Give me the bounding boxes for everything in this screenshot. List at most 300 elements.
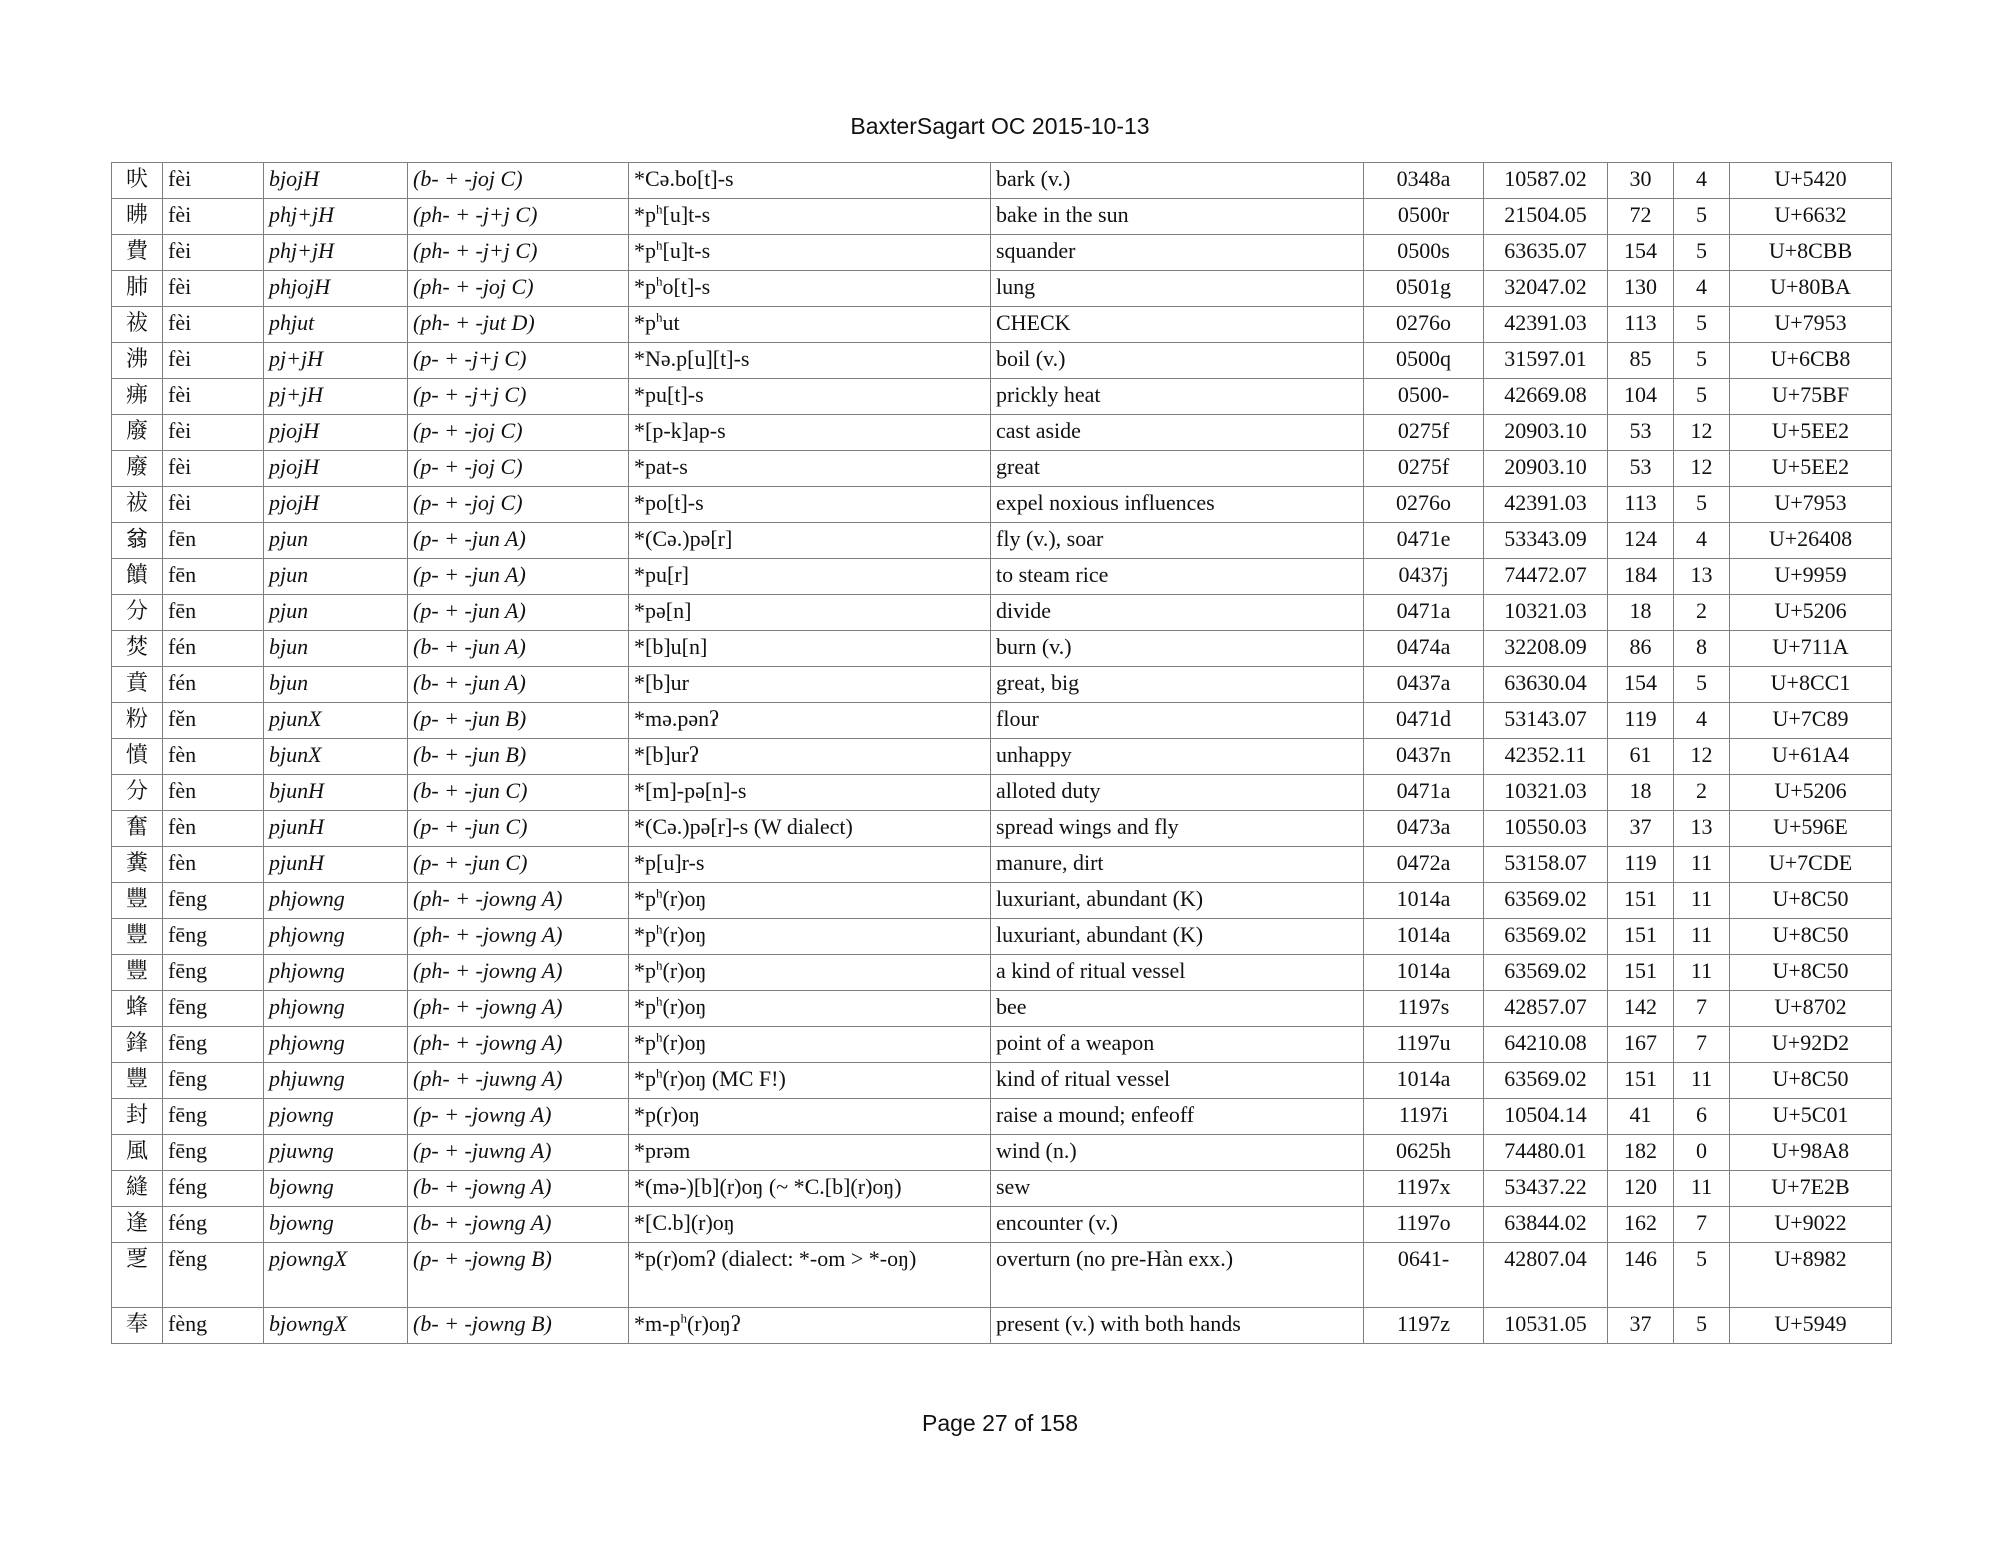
character-cell: 昲 [112, 199, 163, 235]
pinyin-cell: fèn [163, 847, 264, 883]
radical-cell: 37 [1608, 811, 1674, 847]
character-cell: 豐 [112, 883, 163, 919]
radical-cell: 61 [1608, 739, 1674, 775]
radical-cell: 151 [1608, 955, 1674, 991]
mc-breakdown-cell: (p- + -jun A) [408, 523, 629, 559]
pinyin-cell: fēn [163, 595, 264, 631]
mc-breakdown-cell: (ph- + -jowng A) [408, 1027, 629, 1063]
table-row [112, 991, 1892, 1027]
mc-breakdown-cell: (ph- + -j+j C) [408, 235, 629, 271]
old-chinese-cell: $*p^h(r)oŋ$ [629, 955, 991, 991]
radical-cell: 86 [1608, 631, 1674, 667]
pinyin-cell: fěn [163, 703, 264, 739]
old-chinese-cell: *prəm [629, 1135, 991, 1171]
gsr-number-cell: 0471e [1364, 523, 1484, 559]
middle-chinese-cell: phjut [264, 307, 408, 343]
middle-chinese-cell: phjowng [264, 955, 408, 991]
mc-breakdown-cell: (ph- + -jowng A) [408, 883, 629, 919]
gsr-number-cell: 1197u [1364, 1027, 1484, 1063]
gloss-cell: kind of ritual vessel [991, 1063, 1364, 1099]
unicode-cell: U+5206 [1730, 775, 1892, 811]
old-chinese-cell: *[b]ur [629, 667, 991, 703]
pinyin-cell: fēng [163, 991, 264, 1027]
character-cell: 奉 [112, 1308, 163, 1344]
table-row [112, 1171, 1892, 1207]
mc-breakdown-cell: (b- + -jun A) [408, 631, 629, 667]
radical-cell: 18 [1608, 775, 1674, 811]
gloss-cell: squander [991, 235, 1364, 271]
gloss-cell: CHECK [991, 307, 1364, 343]
stroke-count-cell: 4 [1674, 703, 1730, 739]
old-chinese-cell: *(mə-)[b](r)oŋ (~ *C.[b](r)oŋ) [629, 1171, 991, 1207]
unicode-cell: U+80BA [1730, 271, 1892, 307]
hyd-number-cell: 64210.08 [1484, 1027, 1608, 1063]
pinyin-cell: fén [163, 667, 264, 703]
radical-cell: 182 [1608, 1135, 1674, 1171]
radical-cell: 41 [1608, 1099, 1674, 1135]
old-chinese-cell: *pə[n] [629, 595, 991, 631]
pinyin-cell: fèi [163, 199, 264, 235]
character-cell: 分 [112, 595, 163, 631]
mc-breakdown-cell: (ph- + -j+j C) [408, 199, 629, 235]
middle-chinese-cell: pjojH [264, 451, 408, 487]
gsr-number-cell: 1197x [1364, 1171, 1484, 1207]
gsr-number-cell: 0437n [1364, 739, 1484, 775]
hyd-number-cell: 20903.10 [1484, 415, 1608, 451]
page-title: BaxterSagart OC 2015-10-13 [850, 113, 1150, 139]
gloss-cell: to steam rice [991, 559, 1364, 595]
table-row [112, 811, 1892, 847]
unicode-cell: U+596E [1730, 811, 1892, 847]
pinyin-cell: féng [163, 1207, 264, 1243]
stroke-count-cell: 12 [1674, 739, 1730, 775]
gsr-number-cell: 0276o [1364, 487, 1484, 523]
unicode-cell: U+7C89 [1730, 703, 1892, 739]
radical-cell: 53 [1608, 451, 1674, 487]
table-row [112, 271, 1892, 307]
hyd-number-cell: 10550.03 [1484, 811, 1608, 847]
pinyin-cell: fēng [163, 955, 264, 991]
unicode-cell: U+98A8 [1730, 1135, 1892, 1171]
old-chinese-cell: *[b]u[n] [629, 631, 991, 667]
mc-breakdown-cell: (b- + -jun C) [408, 775, 629, 811]
character-cell: 憤 [112, 739, 163, 775]
unicode-cell: U+92D2 [1730, 1027, 1892, 1063]
stroke-count-cell: 13 [1674, 811, 1730, 847]
character-cell: 祓 [112, 487, 163, 523]
character-cell: 覂 [112, 1243, 163, 1308]
radical-cell: 72 [1608, 199, 1674, 235]
middle-chinese-cell: pj+jH [264, 379, 408, 415]
table-row [112, 703, 1892, 739]
gsr-number-cell: 1014a [1364, 919, 1484, 955]
radical-cell: 30 [1608, 163, 1674, 199]
character-cell: 鋒 [112, 1027, 163, 1063]
gloss-cell: sew [991, 1171, 1364, 1207]
middle-chinese-cell: pjojH [264, 487, 408, 523]
radical-cell: 113 [1608, 307, 1674, 343]
character-cell: 疿 [112, 379, 163, 415]
old-chinese-cell: $*p^h(r)oŋ$ [629, 883, 991, 919]
radical-cell: 154 [1608, 667, 1674, 703]
radical-cell: 151 [1608, 919, 1674, 955]
radical-cell: 130 [1608, 271, 1674, 307]
gloss-cell: great, big [991, 667, 1364, 703]
middle-chinese-cell: bjunH [264, 775, 408, 811]
gloss-cell: encounter (v.) [991, 1207, 1364, 1243]
hyd-number-cell: 74480.01 [1484, 1135, 1608, 1171]
unicode-cell: U+7953 [1730, 487, 1892, 523]
mc-breakdown-cell: (ph- + -juwng A) [408, 1063, 629, 1099]
unicode-cell: U+5949 [1730, 1308, 1892, 1344]
character-cell: 蜂 [112, 991, 163, 1027]
stroke-count-cell: 4 [1674, 271, 1730, 307]
hyd-number-cell: 21504.05 [1484, 199, 1608, 235]
hyd-number-cell: 10587.02 [1484, 163, 1608, 199]
mc-breakdown-cell: (b- + -jowng A) [408, 1207, 629, 1243]
table-row [112, 199, 1892, 235]
gloss-cell: prickly heat [991, 379, 1364, 415]
gloss-cell: lung [991, 271, 1364, 307]
middle-chinese-cell: pjowng [264, 1099, 408, 1135]
hyd-number-cell: 53143.07 [1484, 703, 1608, 739]
gloss-cell: alloted duty [991, 775, 1364, 811]
gsr-number-cell: 0500s [1364, 235, 1484, 271]
character-cell: 祓 [112, 307, 163, 343]
table-row [112, 1063, 1892, 1099]
old-chinese-cell: *Cə.bo[t]-s [629, 163, 991, 199]
unicode-cell: U+6632 [1730, 199, 1892, 235]
old-chinese-cell: *Nə.p[u][t]-s [629, 343, 991, 379]
old-chinese-cell: *[m]-pə[n]-s [629, 775, 991, 811]
pinyin-cell: fèi [163, 307, 264, 343]
unicode-cell: U+7E2B [1730, 1171, 1892, 1207]
table-row [112, 595, 1892, 631]
gsr-number-cell: 0437j [1364, 559, 1484, 595]
pinyin-cell: fēng [163, 883, 264, 919]
pinyin-cell: fèi [163, 415, 264, 451]
pinyin-cell: fèi [163, 343, 264, 379]
pinyin-cell: fèn [163, 811, 264, 847]
gloss-cell: divide [991, 595, 1364, 631]
table-row [112, 523, 1892, 559]
stroke-count-cell: 11 [1674, 883, 1730, 919]
middle-chinese-cell: pjunX [264, 703, 408, 739]
hyd-number-cell: 53437.22 [1484, 1171, 1608, 1207]
gsr-number-cell: 0348a [1364, 163, 1484, 199]
stroke-count-cell: 7 [1674, 1207, 1730, 1243]
pinyin-cell: féng [163, 1171, 264, 1207]
middle-chinese-cell: bjowng [264, 1171, 408, 1207]
unicode-cell: U+8C50 [1730, 1063, 1892, 1099]
stroke-count-cell: 7 [1674, 991, 1730, 1027]
middle-chinese-cell: phjuwng [264, 1063, 408, 1099]
pinyin-cell: fèng [163, 1308, 264, 1344]
table-row [112, 667, 1892, 703]
middle-chinese-cell: phjowng [264, 919, 408, 955]
character-cell: 費 [112, 235, 163, 271]
old-chinese-cell: $*p^h[u]t-s$ [629, 199, 991, 235]
character-cell: 粉 [112, 703, 163, 739]
radical-cell: 119 [1608, 703, 1674, 739]
old-chinese-cell: *p[u]r-s [629, 847, 991, 883]
radical-cell: 167 [1608, 1027, 1674, 1063]
hyd-number-cell: 53343.09 [1484, 523, 1608, 559]
mc-breakdown-cell: (p- + -juwng A) [408, 1135, 629, 1171]
gloss-cell: raise a mound; enfeoff [991, 1099, 1364, 1135]
unicode-cell: U+8702 [1730, 991, 1892, 1027]
table-row [112, 1099, 1892, 1135]
hyd-number-cell: 53158.07 [1484, 847, 1608, 883]
table-row [112, 883, 1892, 919]
gloss-cell: fly (v.), soar [991, 523, 1364, 559]
mc-breakdown-cell: (p- + -j+j C) [408, 343, 629, 379]
stroke-count-cell: 0 [1674, 1135, 1730, 1171]
radical-cell: 113 [1608, 487, 1674, 523]
gsr-number-cell: 0275f [1364, 451, 1484, 487]
gloss-cell: luxuriant, abundant (K) [991, 883, 1364, 919]
old-chinese-cell: *(Cə.)pə[r]-s (W dialect) [629, 811, 991, 847]
mc-breakdown-cell: (p- + -jun A) [408, 559, 629, 595]
gloss-cell: expel noxious influences [991, 487, 1364, 523]
middle-chinese-cell: pj+jH [264, 343, 408, 379]
gsr-number-cell: 0625h [1364, 1135, 1484, 1171]
gsr-number-cell: 0500r [1364, 199, 1484, 235]
stroke-count-cell: 11 [1674, 1171, 1730, 1207]
unicode-cell: U+5EE2 [1730, 415, 1892, 451]
hyd-number-cell: 32208.09 [1484, 631, 1608, 667]
stroke-count-cell: 13 [1674, 559, 1730, 595]
table-row [112, 559, 1892, 595]
old-chinese-cell: *p(r)omʔ (dialect: *-om > *-oŋ) [629, 1243, 991, 1308]
pinyin-cell: fèi [163, 163, 264, 199]
unicode-cell: U+711A [1730, 631, 1892, 667]
table-row [112, 235, 1892, 271]
hyd-number-cell: 63569.02 [1484, 883, 1608, 919]
table-row [112, 1027, 1892, 1063]
old-chinese-cell: *(Cə.)pə[r] [629, 523, 991, 559]
middle-chinese-cell: pjunH [264, 847, 408, 883]
stroke-count-cell: 12 [1674, 451, 1730, 487]
old-chinese-cell: $*p^h(r)oŋ$ [629, 919, 991, 955]
hyd-number-cell: 42857.07 [1484, 991, 1608, 1027]
character-cell: 沸 [112, 343, 163, 379]
pinyin-cell: fěng [163, 1243, 264, 1308]
gsr-number-cell: 1197o [1364, 1207, 1484, 1243]
gsr-number-cell: 0276o [1364, 307, 1484, 343]
middle-chinese-cell: bjowng [264, 1207, 408, 1243]
table-row [112, 847, 1892, 883]
middle-chinese-cell: pjowngX [264, 1243, 408, 1308]
gloss-cell: bee [991, 991, 1364, 1027]
hyd-number-cell: 42669.08 [1484, 379, 1608, 415]
old-chinese-cell: *pu[t]-s [629, 379, 991, 415]
hyd-number-cell: 10504.14 [1484, 1099, 1608, 1135]
lexicon-table [111, 162, 1892, 1344]
middle-chinese-cell: pjunH [264, 811, 408, 847]
pinyin-cell: fēng [163, 919, 264, 955]
character-cell: 糞 [112, 847, 163, 883]
radical-cell: 146 [1608, 1243, 1674, 1308]
old-chinese-cell: *[C.b](r)oŋ [629, 1207, 991, 1243]
gloss-cell: manure, dirt [991, 847, 1364, 883]
mc-breakdown-cell: (p- + -j+j C) [408, 379, 629, 415]
old-chinese-cell: *p(r)oŋ [629, 1099, 991, 1135]
character-cell: 風 [112, 1135, 163, 1171]
old-chinese-cell: *[b]urʔ [629, 739, 991, 775]
table-row [112, 955, 1892, 991]
stroke-count-cell: 5 [1674, 307, 1730, 343]
mc-breakdown-cell: (p- + -jowng A) [408, 1099, 629, 1135]
unicode-cell: U+8C50 [1730, 883, 1892, 919]
old-chinese-cell: $*p^hut$ [629, 307, 991, 343]
table-row [112, 487, 1892, 523]
character-cell: 豐 [112, 955, 163, 991]
mc-breakdown-cell: (ph- + -joj C) [408, 271, 629, 307]
hyd-number-cell: 63569.02 [1484, 955, 1608, 991]
middle-chinese-cell: pjuwng [264, 1135, 408, 1171]
gloss-cell: overturn (no pre-Hàn exx.) [991, 1243, 1364, 1308]
stroke-count-cell: 5 [1674, 1308, 1730, 1344]
mc-breakdown-cell: (p- + -jun C) [408, 847, 629, 883]
mc-breakdown-cell: (ph- + -jowng A) [408, 919, 629, 955]
gloss-cell: present (v.) with both hands [991, 1308, 1364, 1344]
character-cell: 廢 [112, 415, 163, 451]
mc-breakdown-cell: (p- + -joj C) [408, 451, 629, 487]
radical-cell: 53 [1608, 415, 1674, 451]
middle-chinese-cell: bjojH [264, 163, 408, 199]
character-cell: 吠 [112, 163, 163, 199]
radical-cell: 184 [1608, 559, 1674, 595]
hyd-number-cell: 63630.04 [1484, 667, 1608, 703]
mc-breakdown-cell: (p- + -jowng B) [408, 1243, 629, 1308]
mc-breakdown-cell: (p- + -jun A) [408, 595, 629, 631]
pinyin-cell: fēng [163, 1099, 264, 1135]
hyd-number-cell: 42807.04 [1484, 1243, 1608, 1308]
gsr-number-cell: 1197z [1364, 1308, 1484, 1344]
unicode-cell: U+9022 [1730, 1207, 1892, 1243]
old-chinese-cell: *po[t]-s [629, 487, 991, 523]
gloss-cell: cast aside [991, 415, 1364, 451]
stroke-count-cell: 12 [1674, 415, 1730, 451]
gloss-cell: wind (n.) [991, 1135, 1364, 1171]
character-cell: 𦐈 [112, 523, 163, 559]
character-cell: 封 [112, 1099, 163, 1135]
hyd-number-cell: 20903.10 [1484, 451, 1608, 487]
mc-breakdown-cell: (p- + -joj C) [408, 487, 629, 523]
radical-cell: 124 [1608, 523, 1674, 559]
stroke-count-cell: 4 [1674, 523, 1730, 559]
pinyin-cell: fēng [163, 1135, 264, 1171]
stroke-count-cell: 2 [1674, 775, 1730, 811]
middle-chinese-cell: pjojH [264, 415, 408, 451]
old-chinese-cell: $*p^ho[t]-s$ [629, 271, 991, 307]
radical-cell: 154 [1608, 235, 1674, 271]
mc-breakdown-cell: (b- + -jowng B) [408, 1308, 629, 1344]
gloss-cell: bark (v.) [991, 163, 1364, 199]
unicode-cell: U+8C50 [1730, 919, 1892, 955]
radical-cell: 142 [1608, 991, 1674, 1027]
table-row [112, 775, 1892, 811]
mc-breakdown-cell: (b- + -jowng A) [408, 1171, 629, 1207]
stroke-count-cell: 6 [1674, 1099, 1730, 1135]
unicode-cell: U+9959 [1730, 559, 1892, 595]
unicode-cell: U+5EE2 [1730, 451, 1892, 487]
unicode-cell: U+61A4 [1730, 739, 1892, 775]
character-cell: 縫 [112, 1171, 163, 1207]
gsr-number-cell: 0473a [1364, 811, 1484, 847]
table-row [112, 1308, 1892, 1344]
stroke-count-cell: 11 [1674, 1063, 1730, 1099]
radical-cell: 120 [1608, 1171, 1674, 1207]
pinyin-cell: fén [163, 631, 264, 667]
pinyin-cell: fēn [163, 523, 264, 559]
pinyin-cell: fēng [163, 1027, 264, 1063]
unicode-cell: U+8982 [1730, 1243, 1892, 1308]
middle-chinese-cell: phj+jH [264, 199, 408, 235]
stroke-count-cell: 11 [1674, 919, 1730, 955]
character-cell: 焚 [112, 631, 163, 667]
hyd-number-cell: 74472.07 [1484, 559, 1608, 595]
middle-chinese-cell: phjowng [264, 991, 408, 1027]
old-chinese-cell: *mə.pənʔ [629, 703, 991, 739]
middle-chinese-cell: pjun [264, 595, 408, 631]
unicode-cell: U+7953 [1730, 307, 1892, 343]
pinyin-cell: fèi [163, 487, 264, 523]
hyd-number-cell: 10321.03 [1484, 595, 1608, 631]
radical-cell: 151 [1608, 1063, 1674, 1099]
stroke-count-cell: 5 [1674, 667, 1730, 703]
stroke-count-cell: 4 [1674, 163, 1730, 199]
gsr-number-cell: 1014a [1364, 1063, 1484, 1099]
character-cell: 奮 [112, 811, 163, 847]
stroke-count-cell: 11 [1674, 847, 1730, 883]
mc-breakdown-cell: (ph- + -jowng A) [408, 991, 629, 1027]
gsr-number-cell: 0500- [1364, 379, 1484, 415]
radical-cell: 37 [1608, 1308, 1674, 1344]
pinyin-cell: fèi [163, 451, 264, 487]
table-row [112, 451, 1892, 487]
table-row [112, 631, 1892, 667]
table-row [112, 739, 1892, 775]
table-row [112, 919, 1892, 955]
hyd-number-cell: 63569.02 [1484, 919, 1608, 955]
hyd-number-cell: 42391.03 [1484, 487, 1608, 523]
radical-cell: 104 [1608, 379, 1674, 415]
middle-chinese-cell: bjun [264, 631, 408, 667]
middle-chinese-cell: phjowng [264, 1027, 408, 1063]
stroke-count-cell: 5 [1674, 379, 1730, 415]
gsr-number-cell: 0472a [1364, 847, 1484, 883]
mc-breakdown-cell: (ph- + -jut D) [408, 307, 629, 343]
hyd-number-cell: 42352.11 [1484, 739, 1608, 775]
old-chinese-cell: *[p-k]ap-s [629, 415, 991, 451]
unicode-cell: U+26408 [1730, 523, 1892, 559]
old-chinese-cell: $*p^h(r)oŋ$ (MC F!) [629, 1063, 991, 1099]
character-cell: 分 [112, 775, 163, 811]
middle-chinese-cell: pjun [264, 559, 408, 595]
stroke-count-cell: 2 [1674, 595, 1730, 631]
gloss-cell: a kind of ritual vessel [991, 955, 1364, 991]
hyd-number-cell: 63844.02 [1484, 1207, 1608, 1243]
pinyin-cell: fèi [163, 235, 264, 271]
old-chinese-cell: *pat-s [629, 451, 991, 487]
gsr-number-cell: 0275f [1364, 415, 1484, 451]
gloss-cell: bake in the sun [991, 199, 1364, 235]
mc-breakdown-cell: (b- + -joj C) [408, 163, 629, 199]
pinyin-cell: fèn [163, 739, 264, 775]
middle-chinese-cell: bjun [264, 667, 408, 703]
